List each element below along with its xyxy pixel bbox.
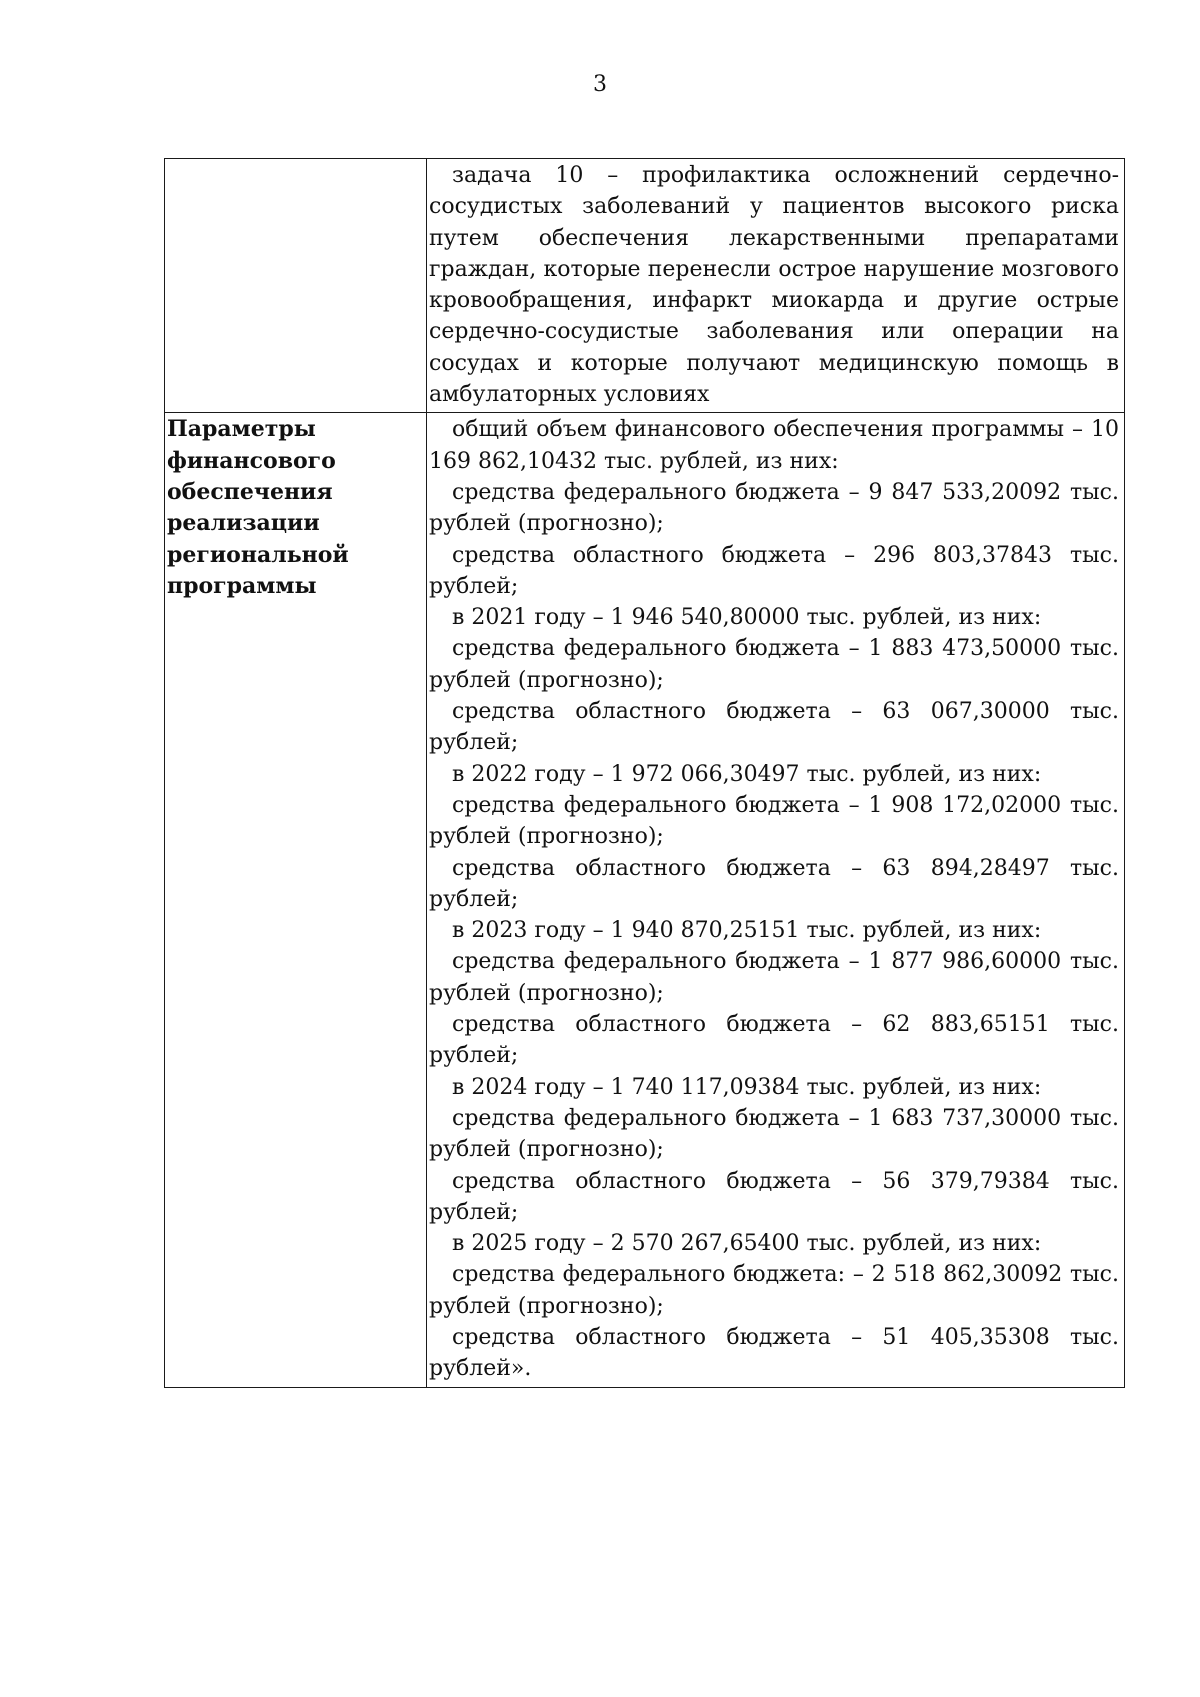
program-table (164, 158, 1125, 1388)
financing-2022-regional: средства областного бюджета – 63 894,28497 тыс. рублей; (429, 855, 1119, 912)
financing-2021: в 2021 году – 1 946 540,80000 тыс. рублей, из них: (452, 605, 1042, 631)
table-row-task-10 (165, 159, 1125, 413)
row-label-empty (165, 159, 427, 413)
financing-2023-regional: средства областного бюджета – 62 883,65151 тыс. рублей; (429, 1012, 1119, 1069)
financing-cell (427, 413, 1125, 1387)
financing-2024-regional: средства областного бюджета – 56 379,79384 тыс. рублей; (429, 1168, 1119, 1225)
label-line: программы (167, 572, 317, 599)
label-line: Параметры (167, 416, 316, 443)
financing-label (165, 413, 427, 1387)
task-10-cell (427, 159, 1125, 413)
page-number: 3 (593, 72, 607, 97)
financing-2021-regional: средства областного бюджета – 63 067,30000 тыс. рублей; (429, 699, 1119, 756)
financing-2024: в 2024 году – 1 740 117,09384 тыс. рублей, из них: (452, 1074, 1042, 1100)
financing-2023-federal: средства федерального бюджета – 1 877 986,60000 тыс. рублей (прогнозно); (429, 949, 1119, 1006)
label-line: обеспечения (167, 478, 333, 505)
label-line: региональной (167, 541, 349, 568)
financing-2025-regional: средства областного бюджета – 51 405,35308 тыс. рублей». (429, 1324, 1119, 1382)
financing-2023: в 2023 году – 1 940 870,25151 тыс. рублей, из них: (452, 918, 1042, 944)
label-line: реализации (167, 510, 320, 537)
task-10-text: задача 10 – профилактика осложнений сердечно-сосудистых заболеваний у пациентов высокого риска путем обеспечения лекарственными препаратами граждан, которые перенесли острое нарушение мозгового кровообращения, инфаркт миокарда и другие острые сердечно-сосудистые заболевания или операции на сосудах и которые получают медицинскую помощь в амбулаторных условиях (429, 163, 1119, 408)
financing-total: общий объем финансового обеспечения программы – 10 169 862,10432 тыс. рублей, из них: (429, 417, 1119, 474)
financing-2025: в 2025 году – 2 570 267,65400 тыс. рублей, из них: (452, 1231, 1042, 1257)
financing-2022-federal: средства федерального бюджета – 1 908 172,02000 тыс. рублей (прогнозно); (429, 792, 1119, 850)
financing-2022: в 2022 году – 1 972 066,30497 тыс. рублей, из них: (452, 761, 1042, 787)
label-line: финансового (167, 447, 336, 474)
financing-federal-total: средства федерального бюджета – 9 847 533,20092 тыс. рублей (прогнозно); (429, 479, 1119, 537)
financing-regional-total: средства областного бюджета – 296 803,37843 тыс. рублей; (429, 542, 1119, 599)
table-row-financing (165, 413, 1125, 1387)
financing-2021-federal: средства федерального бюджета – 1 883 473,50000 тыс. рублей (прогнозно); (429, 636, 1119, 693)
financing-2025-federal: средства федерального бюджета: – 2 518 862,30092 тыс. рублей (прогнозно); (429, 1262, 1119, 1319)
financing-2024-federal: средства федерального бюджета – 1 683 737,30000 тыс. рублей (прогнозно); (429, 1105, 1119, 1163)
